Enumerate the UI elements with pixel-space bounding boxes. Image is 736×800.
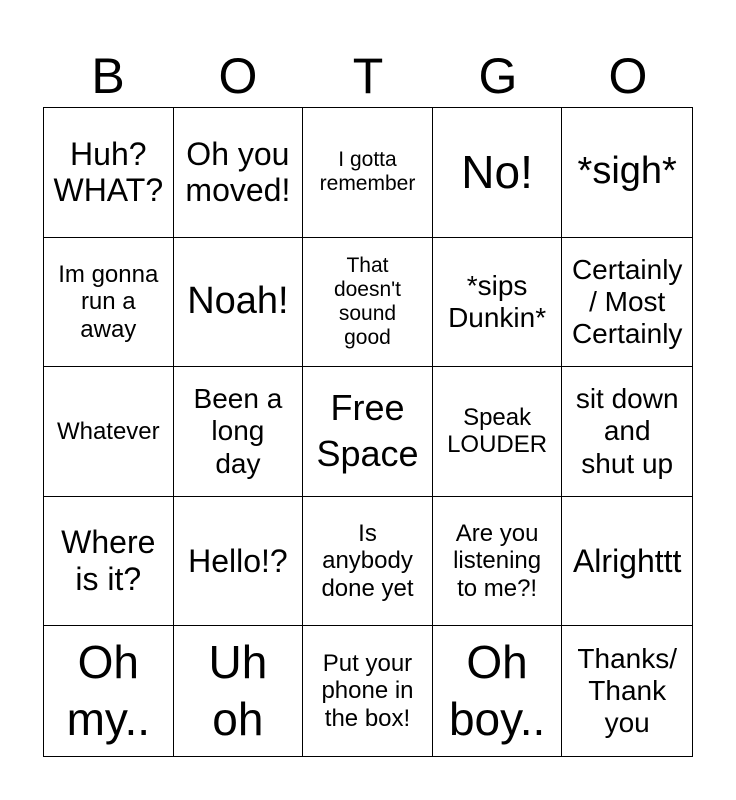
bingo-cell-r3c4[interactable] bbox=[433, 367, 563, 497]
bingo-cell-r2c3[interactable] bbox=[303, 238, 433, 368]
bingo-cell-r1c3[interactable] bbox=[303, 108, 433, 238]
bingo-cell-r1c2[interactable] bbox=[174, 108, 304, 238]
bingo-cell-r1c1[interactable] bbox=[44, 108, 174, 238]
header-letter-1: B bbox=[91, 48, 125, 104]
bingo-cell-r4c5[interactable] bbox=[562, 497, 692, 627]
bingo-cell-r5c2[interactable] bbox=[174, 626, 304, 756]
bingo-cell-r5c3[interactable] bbox=[303, 626, 433, 756]
cell-label: Free Space bbox=[316, 386, 419, 475]
cell-label: Huh? WHAT? bbox=[53, 135, 164, 209]
cell-label: Whatever bbox=[56, 417, 160, 445]
cell-label: Im gonna run a away bbox=[58, 260, 159, 343]
cell-label: Is anybody done yet bbox=[321, 519, 414, 602]
bingo-cell-r2c2[interactable] bbox=[174, 238, 304, 368]
cell-label: Are you listening to me?! bbox=[453, 519, 542, 602]
cell-label: Been a long day bbox=[193, 383, 283, 479]
cell-label: sit down and shut up bbox=[575, 383, 679, 479]
bingo-cell-r3c1[interactable] bbox=[44, 367, 174, 497]
cell-label: No! bbox=[461, 145, 533, 198]
bingo-cell-r1c4[interactable] bbox=[433, 108, 563, 238]
bingo-cell-r4c2[interactable] bbox=[174, 497, 304, 627]
header-letter-2: O bbox=[218, 48, 258, 104]
cell-label: Where is it? bbox=[61, 524, 156, 598]
cell-label: Uh oh bbox=[208, 635, 268, 746]
header-letter-5: O bbox=[608, 48, 648, 104]
bingo-cell-r4c1[interactable] bbox=[44, 497, 174, 627]
bingo-cell-r5c4[interactable] bbox=[433, 626, 563, 756]
cell-label: *sips Dunkin* bbox=[448, 269, 547, 333]
bingo-header bbox=[43, 48, 693, 104]
bingo-cell-r5c1[interactable] bbox=[44, 626, 174, 756]
cell-label: Alrighttt bbox=[572, 542, 682, 579]
cell-label: Certainly / Most Certainly bbox=[571, 253, 683, 349]
cell-label: Oh my.. bbox=[66, 635, 151, 746]
header-letter-3: T bbox=[352, 48, 384, 104]
bingo-cell-r2c5[interactable] bbox=[562, 238, 692, 368]
header-letter-4: G bbox=[478, 48, 518, 104]
cell-label: Thanks/ Thank you bbox=[577, 642, 677, 739]
cell-label: Oh boy.. bbox=[448, 635, 546, 746]
bingo-cell-r3c5[interactable] bbox=[562, 367, 692, 497]
cell-label: Speak LOUDER bbox=[447, 403, 548, 459]
cell-label: Oh you moved! bbox=[185, 135, 291, 209]
cell-label: Noah! bbox=[187, 280, 289, 323]
bingo-cell-r2c4[interactable] bbox=[433, 238, 563, 368]
cell-label: Put your phone in the box! bbox=[321, 649, 414, 732]
bingo-board bbox=[43, 107, 693, 757]
cell-label: I gotta remember bbox=[319, 148, 416, 196]
bingo-cell-r4c4[interactable] bbox=[433, 497, 563, 627]
bingo-cell-r4c3[interactable] bbox=[303, 497, 433, 627]
cell-label: That doesn't sound good bbox=[333, 253, 402, 350]
cell-label: Hello!? bbox=[188, 542, 288, 579]
bingo-cell-r3c2[interactable] bbox=[174, 367, 304, 497]
bingo-cell-free-space[interactable] bbox=[303, 367, 433, 497]
cell-label: *sigh* bbox=[577, 150, 677, 193]
bingo-cell-r5c5[interactable] bbox=[562, 626, 692, 756]
bingo-cell-r1c5[interactable] bbox=[562, 108, 692, 238]
bingo-cell-r2c1[interactable] bbox=[44, 238, 174, 368]
